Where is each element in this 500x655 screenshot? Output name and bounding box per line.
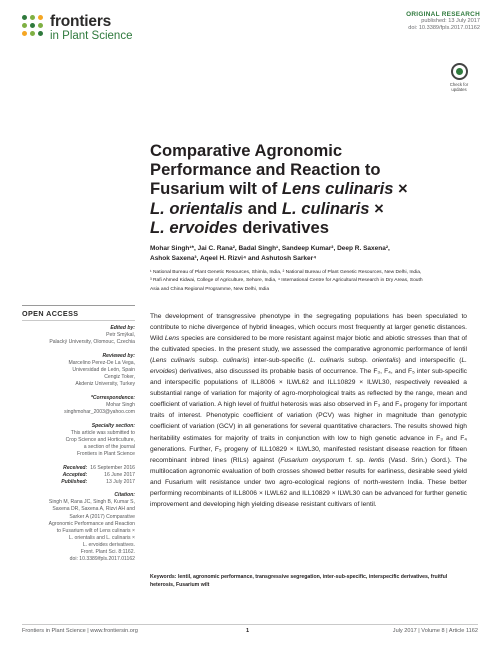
keywords-list: lentil, agronomic performance, transgressive segregation, inter-sub-specific, interspecific derivatives, fruitful heterosis, Fusarium wilt	[150, 574, 448, 588]
updates-label-2: updates	[451, 87, 467, 92]
journal-name: in Plant Science	[50, 30, 133, 42]
author-line: Ashok Saxena³, Aqeel H. Rizvi⁴ and Ashutosh Sarker⁴	[150, 255, 317, 263]
affiliation-line: ¹ National Bureau of Plant Genetic Resources, Shimla, India, ² National Bureau of Plant Genetic Resources, New Delhi, India,	[150, 270, 422, 275]
brand-name: frontiers	[50, 13, 112, 30]
article-sidebar	[22, 325, 135, 570]
title-line: L. ervoides derivatives	[150, 217, 329, 237]
affiliation-line: ³ Rafi Ahmed Kidwai, College of Agriculture, Sehore, India, ⁴ International Centre for Agricultural Research in Dry Areas, South	[150, 278, 423, 284]
author-line: Mohar Singh¹*, Jai C. Rana², Badal Singh¹, Sandeep Kumar², Deep R. Saxena²,	[150, 245, 390, 252]
title-line: L. orientalis and L. culinaris ×	[150, 198, 384, 218]
citation-info: Citation: Singh M, Rana JC, Singh B, Kumar S, Saxena DR, Saxena A, Rizvi AH and Sarker A (2017) Comparative Agronomic Performance and Reaction to Fusarium wilt of Lens culinaris × L. orientalis and L. culinaris × L. ervoides derivatives. Front. Plant Sci. 8:1162. doi: 10.3389/fpls.2017.01162	[22, 492, 135, 563]
footer-volume-info: July 2017 | Volume 8 | Article 1162	[392, 628, 478, 634]
divider	[22, 624, 478, 625]
article-type: ORIGINAL RESEARCH	[406, 11, 480, 18]
author-list	[150, 244, 465, 265]
footer-journal-link[interactable]: Frontiers in Plant Science | www.frontiersin.org	[22, 628, 138, 634]
article-title	[150, 141, 450, 237]
abstract-text: The development of transgressive phenotype in the segregating populations has been speculated to contribute to niche divergence of hybrid lineages, which occurs most frequently at larger genetic distances. Wild Lens species are considered to be more resistant against major biotic and abiotic stresses than that of the cultivated species. In the present study, we assessed the comparative agronomic performance of lentil (Lens culinaris subsp. culinaris) inter-sub-specific (L. culinaris subsp. orientalis) and interspecific (L. ervoides) derivatives, also discussed its probable basis of occurrence. The F₃, F₄, and F₅ inter sub-specific and interspecific populations of ILL8006 × ILWL62 and ILL10829 × ILWL30, respectively revealed a substantial range of variation for majority of agro-morphological traits as reflected by the range, mean and coefficient of variation. A high level of fruitful heterosis was also observed in F₃ and F₄ progeny for important traits of interest. Phenotypic coefficient of variation (PCV) was higher in magnitude than genotypic coefficient of variation (GCV) in all generations for several quantitative characters. The results showed high heritability estimates for majority of traits in conjunction with low to high genetic advance in F₃ and F₄ generations. Further, F₅ progeny of ILL10829 × ILWL30, manifested resistant disease reaction for fifteen recombinant inbred lines (RILs) against (Fusarium oxysporum f. sp. lentis (Vasd. Srin.) Gord.). The multilocation agronomic evaluation of both crosses showed better results for earliness, desirable seed yield and Fusarium wilt resistance under two agro-ecological regions of north-western India. These better performing recombinants of ILL8006 × ILWL62 and ILL10829 × ILWL30 can be advanced for further genetic improvement and developing high yielding disease resistant cultivars of lentil.	[150, 313, 467, 508]
specialty-section: Specialty section: This article was submitted to Crop Science and Horticulture, a section of the journal Frontiers in Plant Science	[65, 422, 135, 457]
citation-doi[interactable]: doi: 10.3389/fpls.2017.01162	[69, 556, 135, 563]
editor-info: Edited by: Petr Smýkal, Palacký University, Olomouc, Czechia	[49, 325, 135, 346]
correspondence-email[interactable]: singhmohar_2003@yahoo.com	[64, 408, 135, 415]
reviewer-info: Reviewed by: Marcelino Perez-De La Vega, Universidad de León, Spain Cengiz Toker, Akdeniz University, Turkey	[68, 352, 135, 388]
frontiers-logo-icon	[22, 15, 44, 37]
affiliation-line: Asia and China Regional Programme, New Delhi, India	[150, 286, 270, 292]
open-access-label: OPEN ACCESS	[22, 309, 79, 318]
published-date: published: 13 July 2017	[421, 18, 480, 25]
correspondence-info: *Correspondence: Mohar Singh singhmohar_2003@yahoo.com	[22, 395, 135, 416]
keywords-label: Keywords:	[150, 574, 178, 580]
article-meta	[406, 11, 480, 33]
article-doi[interactable]: doi: 10.3389/fpls.2017.01162	[408, 25, 480, 32]
updates-label-1: Check for	[449, 82, 469, 87]
title-line: Fusarium wilt of Lens culinaris ×	[150, 179, 408, 199]
divider	[22, 305, 135, 306]
updates-icon	[451, 63, 468, 80]
title-line: Performance and Reaction to	[150, 160, 381, 180]
article-dates: Received: 16 September 2016 Accepted: 16 June 2017 Published: 13 July 2017	[61, 464, 135, 485]
page-number: 1	[246, 628, 250, 634]
keywords	[150, 573, 467, 589]
divider	[22, 320, 135, 321]
affiliations	[150, 269, 468, 294]
check-for-updates-badge[interactable]	[443, 63, 475, 92]
title-line: Comparative Agronomic	[150, 141, 343, 160]
journal-logo	[22, 13, 172, 51]
